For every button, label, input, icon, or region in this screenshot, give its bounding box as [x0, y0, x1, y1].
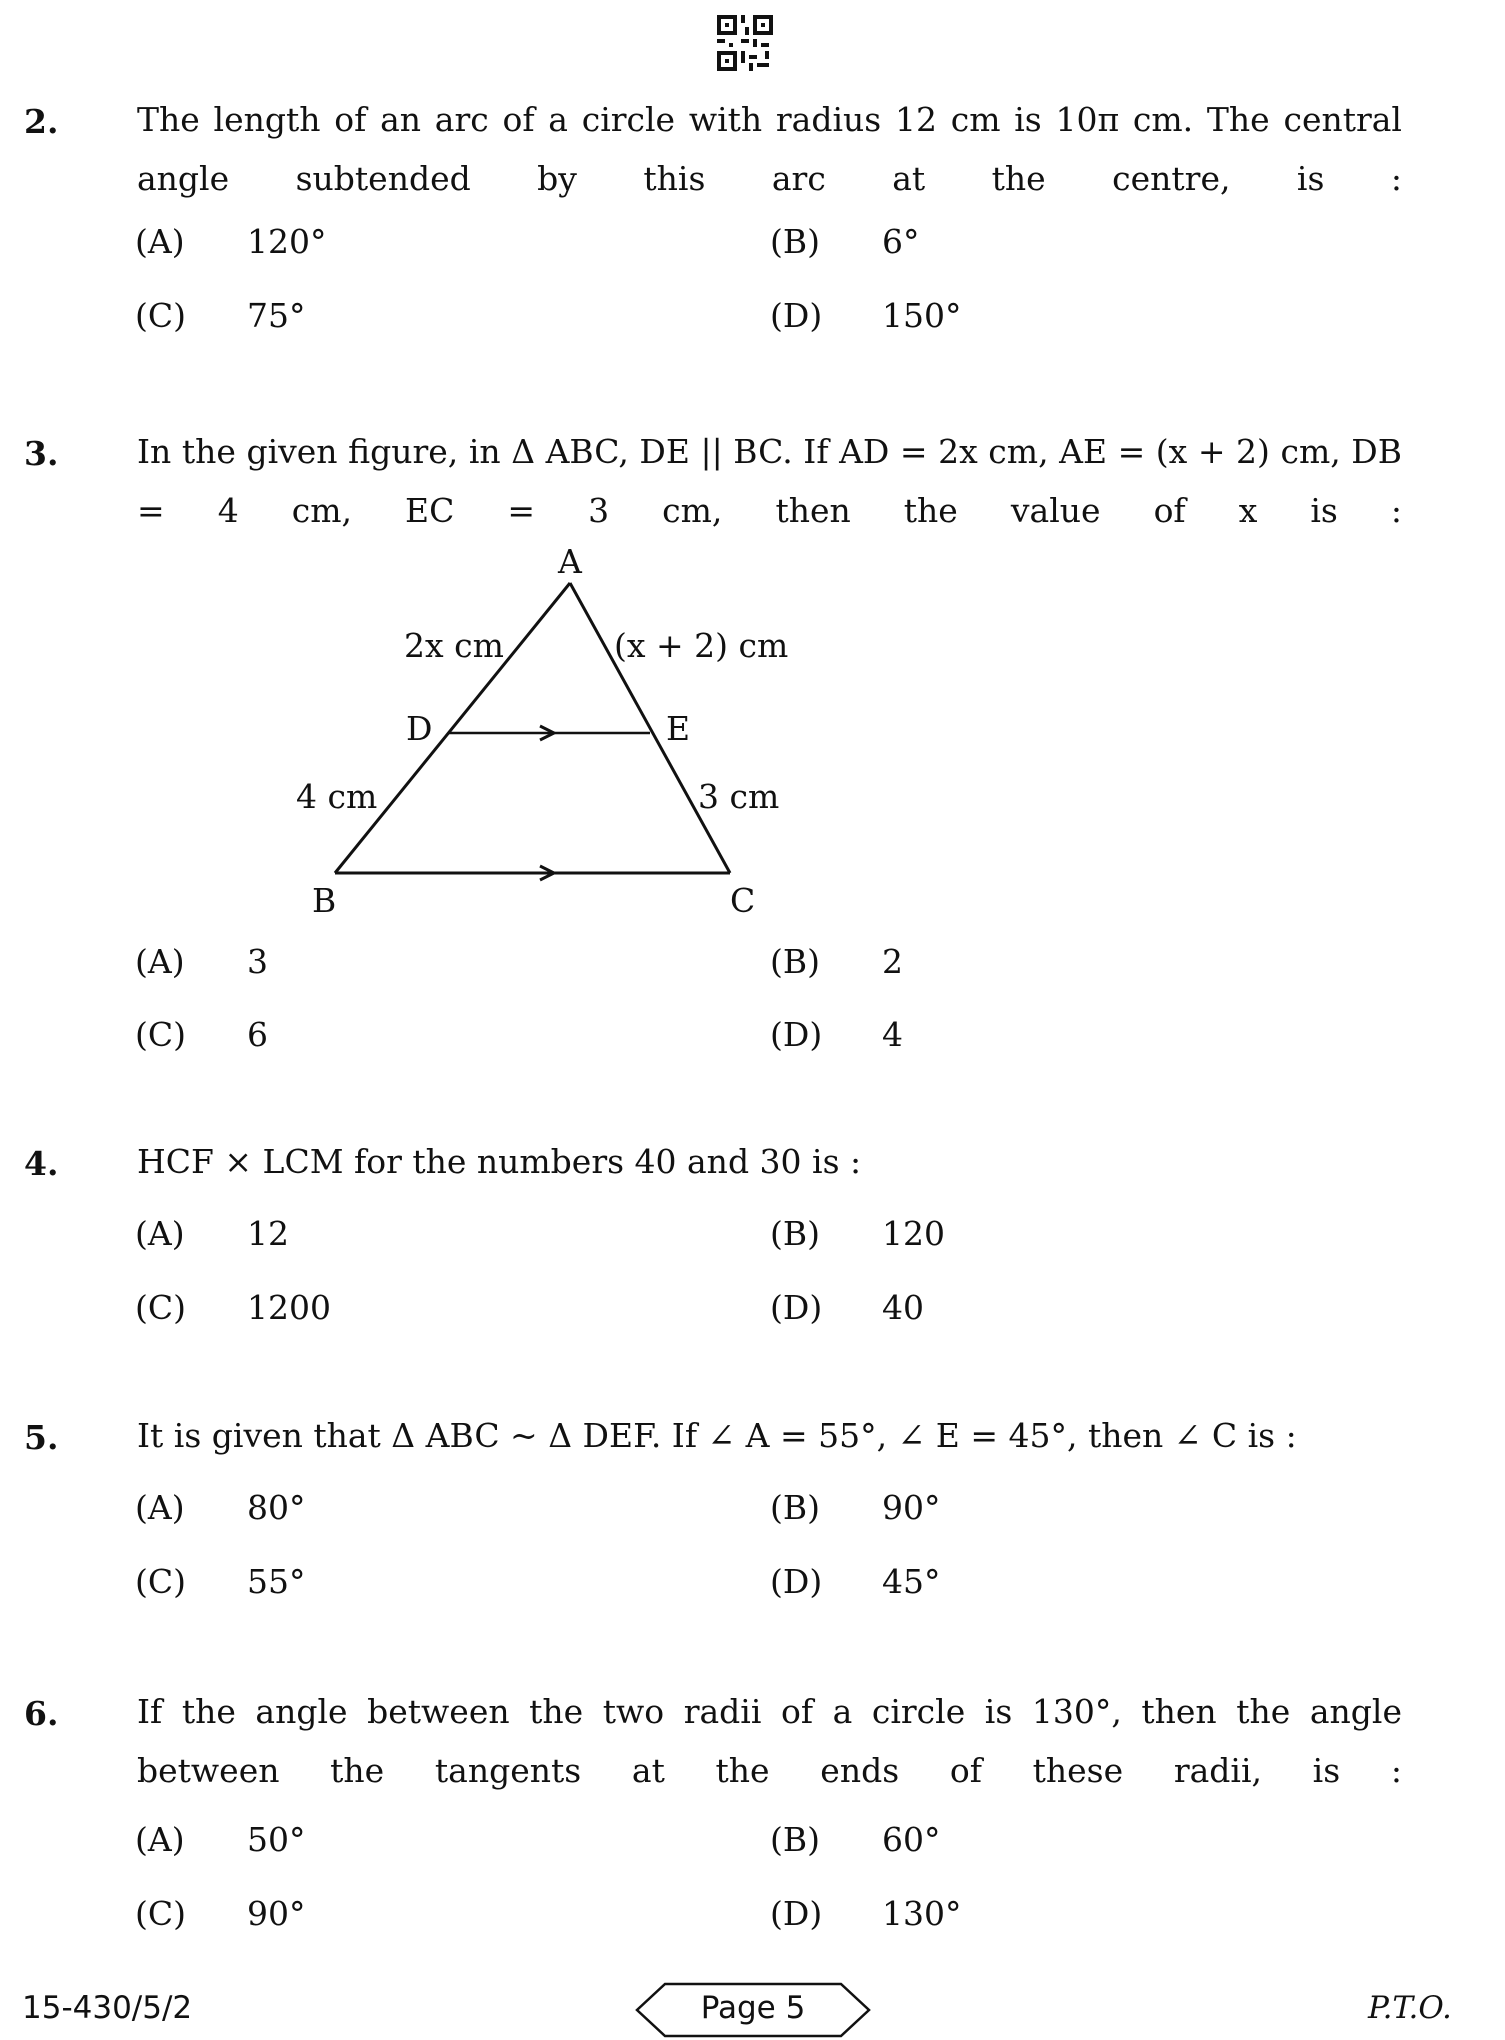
question-text: If the angle between the two radii of a circle is 130°, then the angle between the tangents at the ends of these radii, is :: [137, 1692, 1402, 1790]
option-label: (B): [770, 1214, 820, 1253]
option-value: 80°: [247, 1488, 306, 1527]
option-c: [135, 296, 306, 335]
option-d: [770, 1288, 924, 1327]
option-a: [135, 1488, 306, 1527]
option-label: (D): [770, 296, 823, 335]
point-e-label: E: [666, 709, 691, 748]
option-value: 90°: [882, 1488, 941, 1527]
option-value: 75°: [247, 296, 306, 335]
question-number: 5.: [24, 1418, 59, 1457]
pto-label: P.T.O.: [1368, 1990, 1452, 2026]
paper-code: 15-430/5/2: [22, 1990, 193, 2026]
option-b: [770, 1488, 941, 1527]
qr-code-icon: [717, 15, 773, 71]
option-label: (B): [770, 222, 820, 261]
option-label: (B): [770, 1488, 820, 1527]
option-label: (A): [135, 222, 185, 261]
option-label: (A): [135, 942, 185, 981]
option-value: 1200: [247, 1288, 331, 1327]
option-value: 90°: [247, 1894, 306, 1933]
option-label: (B): [770, 942, 820, 981]
option-label: (A): [135, 1214, 185, 1253]
point-d-label: D: [406, 709, 433, 748]
option-label: (C): [135, 1015, 186, 1054]
option-label: (D): [770, 1288, 823, 1327]
option-value: 6°: [882, 222, 920, 261]
option-d: [770, 296, 962, 335]
option-c: [135, 1015, 268, 1054]
option-value: 150°: [882, 296, 962, 335]
option-label: (B): [770, 1820, 820, 1859]
option-c: [135, 1894, 306, 1933]
question-text: In the given figure, in Δ ABC, DE || BC. If AD = 2x cm, AE = (x + 2) cm, DB = 4 cm, EC = 3 cm, then the value of x is :: [137, 432, 1402, 530]
question-text: The length of an arc of a circle with radius 12 cm is 10π cm. The central angle subtended by this arc at the centre, is :: [137, 100, 1402, 198]
page-number: Page 5: [700, 1990, 806, 2026]
triangle-figure: [280, 540, 820, 920]
option-b: [770, 942, 903, 981]
option-value: 12: [247, 1214, 289, 1253]
option-label: (C): [135, 1562, 186, 1601]
option-c: [135, 1562, 306, 1601]
question-text: It is given that Δ ABC ~ Δ DEF. If ∠ A = 55°, ∠ E = 45°, then ∠ C is :: [137, 1416, 1297, 1455]
label-ae: (x + 2) cm: [614, 626, 789, 665]
question-number: 6.: [24, 1694, 59, 1733]
option-value: 120°: [247, 222, 327, 261]
option-c: [135, 1288, 331, 1327]
option-label: (A): [135, 1820, 185, 1859]
option-b: [770, 1820, 941, 1859]
option-value: 2: [882, 942, 903, 981]
option-label: (C): [135, 296, 186, 335]
option-value: 55°: [247, 1562, 306, 1601]
option-value: 120: [882, 1214, 945, 1253]
option-b: [770, 222, 920, 261]
option-label: (A): [135, 1488, 185, 1527]
question-text: HCF × LCM for the numbers 40 and 30 is :: [137, 1142, 862, 1181]
option-label: (D): [770, 1015, 823, 1054]
label-ad: 2x cm: [404, 626, 504, 665]
option-a: [135, 942, 268, 981]
option-value: 45°: [882, 1562, 941, 1601]
question-number: 3.: [24, 434, 59, 473]
option-a: [135, 222, 327, 261]
question-number: 4.: [24, 1144, 59, 1183]
option-label: (C): [135, 1288, 186, 1327]
label-ec: 3 cm: [698, 777, 780, 816]
option-label: (C): [135, 1894, 186, 1933]
option-value: 60°: [882, 1820, 941, 1859]
option-label: (D): [770, 1894, 823, 1933]
option-a: [135, 1214, 289, 1253]
question-number: 2.: [24, 102, 59, 141]
vertex-b-label: B: [312, 881, 337, 920]
option-value: 4: [882, 1015, 903, 1054]
option-value: 50°: [247, 1820, 306, 1859]
option-label: (D): [770, 1562, 823, 1601]
option-value: 40: [882, 1288, 924, 1327]
option-value: 3: [247, 942, 268, 981]
option-d: [770, 1894, 962, 1933]
option-d: [770, 1562, 941, 1601]
option-a: [135, 1820, 306, 1859]
option-value: 130°: [882, 1894, 962, 1933]
option-value: 6: [247, 1015, 268, 1054]
option-d: [770, 1015, 903, 1054]
label-db: 4 cm: [296, 777, 378, 816]
option-b: [770, 1214, 945, 1253]
vertex-c-label: C: [730, 881, 756, 920]
vertex-a-label: A: [558, 542, 582, 581]
